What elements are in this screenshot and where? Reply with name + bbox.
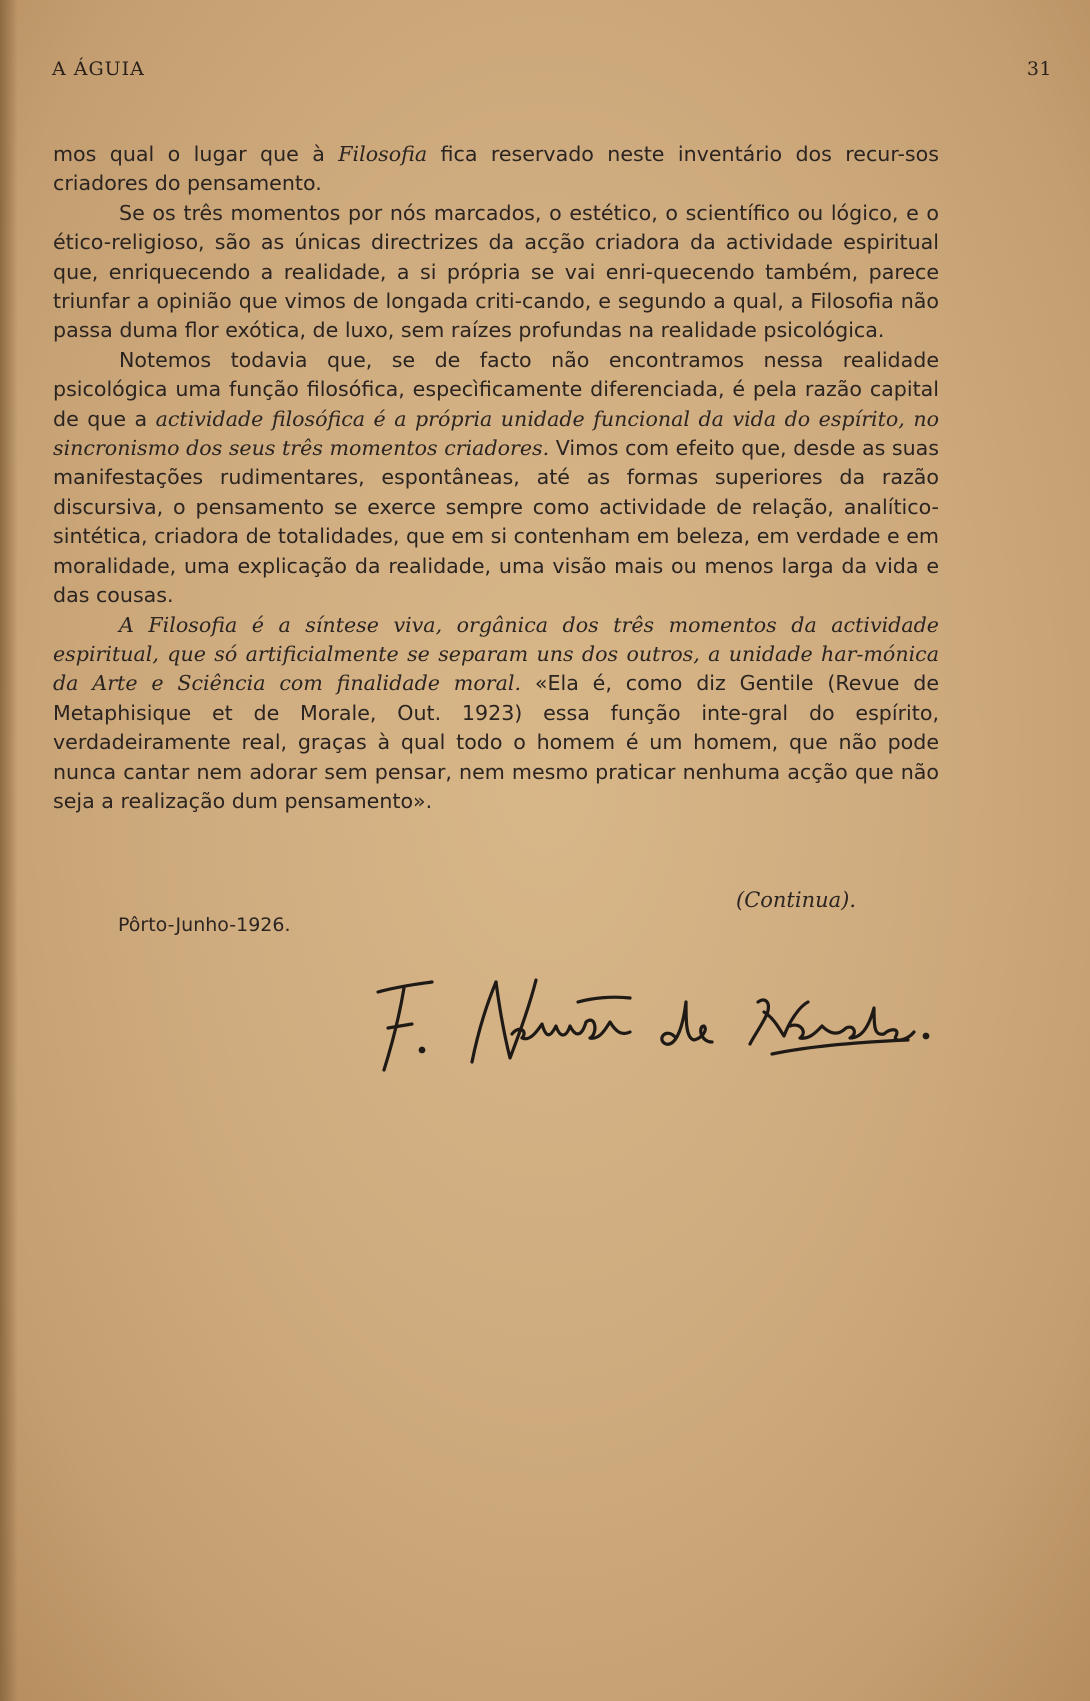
text-run: Notemos todavia que, se de facto não encontramos nessa realidade psicológica uma função filosófica, especìficamente diferenciada, é pela razão capital de que a	[53, 347, 939, 431]
paragraph	[53, 199, 939, 346]
paragraph	[53, 611, 939, 817]
continues-note: (Continua).	[736, 888, 857, 912]
text-run: «Ela é, como diz Gentile (Revue de Metaphisique et de Morale, Out. 1923) essa função inte-gral do espírito, verdadeiramente real, graças à qual todo o homem é um homem, que não pode nunca cantar nem adorar sem pensar, nem mesmo praticar nenhuma acção que não seja a realização dum pensamento».	[53, 671, 939, 813]
article-body	[53, 140, 939, 816]
page-number: 31	[1026, 58, 1052, 80]
journal-title: A ÁGUIA	[52, 58, 145, 80]
text-run: mos qual o lugar que à	[53, 142, 339, 166]
paragraph	[53, 346, 939, 611]
text-run: Vimos com efeito que, desde as suas manifestações rudimentares, espontâneas, até as formas superiores da razão discursiva, o pensamento se exerce sempre como actividade de relação, analítico-sintética, criadora de totalidades, que em si contenham em beleza, em verdade e em moralidade, uma explicação da realidade, uma visão mais ou menos larga da vida e das cousas.	[53, 436, 940, 608]
paragraph	[53, 140, 939, 199]
place-date: Pôrto-Junho-1926.	[118, 914, 291, 936]
italic-text: actividade filosófica é a própria unidade funcional da vida do espírito, no sincronismo dos seus três momentos criadores.	[53, 406, 939, 461]
handwritten-signature	[360, 972, 960, 1082]
page-edge-shadow	[0, 0, 18, 1701]
text-run: fica reservado neste inventário dos recur-sos criadores do pensamento.	[53, 142, 939, 196]
italic-text: A Filosofia é a síntese viva, orgânica dos três momentos da actividade espiritual, que só artificialmente se separam uns dos outros, a unidade har-mónica da Arte e Sciência com finalidade moral.	[53, 612, 939, 696]
text-run: Se os três momentos por nós marcados, o estético, o scientífico ou lógico, e o ético-religioso, são as únicas directrizes da acção criadora da actividade espiritual que, enriquecendo a realidade, a si própria se vai enri-quecendo também, parece triunfar a opinião que vimos de longada criti-cando, e segundo a qual, a Filosofia não passa duma flor exótica, de luxo, sem raízes profundas na realidade psicológica.	[53, 200, 939, 343]
page-header	[52, 58, 1052, 88]
italic-text: Filosofia	[338, 142, 428, 166]
